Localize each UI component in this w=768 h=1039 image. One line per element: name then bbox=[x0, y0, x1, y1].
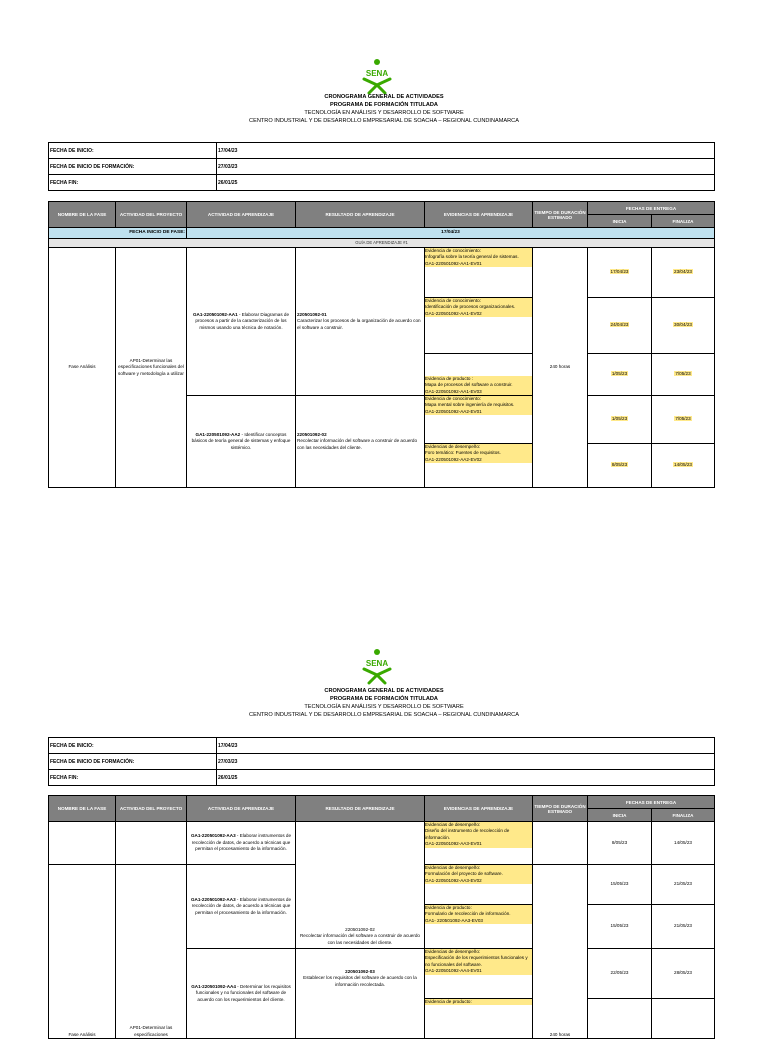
header-fase: NOMBRE DE LA FASE bbox=[49, 202, 116, 228]
evidencia-desc: Formulación del proyecto de software. bbox=[425, 871, 532, 877]
fecha-inicia bbox=[588, 354, 652, 396]
fecha-inicia-value: 8/05/23 bbox=[611, 462, 628, 468]
aa-code: GA1-220501092-AA2 bbox=[195, 431, 241, 437]
fecha-finaliza bbox=[652, 999, 715, 1039]
evidencia-desc: Identificación de procesos organizacionales. bbox=[425, 304, 532, 310]
document-header bbox=[0, 93, 768, 125]
fecha-finaliza-value: 14/05/23 bbox=[674, 462, 692, 468]
header-evidencias: EVIDENCIAS DE APRENDIZAJE bbox=[425, 202, 533, 228]
info-label: FECHA DE INICIO: bbox=[49, 143, 217, 159]
info-label: FECHA DE INICIO DE FORMACIÓN: bbox=[49, 159, 217, 175]
header-tiempo: TIEMPO DE DURACIÓN ESTIMADO bbox=[533, 202, 588, 228]
schedule-table bbox=[48, 201, 715, 488]
fase-start-label: FECHA INICIO DE FASE: bbox=[49, 228, 187, 239]
info-table bbox=[48, 737, 715, 786]
resultado-aprendizaje bbox=[296, 396, 425, 488]
evidencia-type: Evidencias de desempeño: bbox=[425, 949, 532, 955]
aa-code: GA1-220501092-AA4 bbox=[191, 983, 236, 989]
header-resultado: RESULTADO DE APRENDIZAJE bbox=[296, 796, 425, 822]
info-value: 17/04/23 bbox=[217, 738, 715, 754]
evidencia-type: Evidencia de conocimiento: bbox=[425, 248, 532, 254]
fecha-finaliza bbox=[652, 865, 715, 905]
guia-row bbox=[49, 239, 715, 248]
fecha-inicia bbox=[588, 999, 652, 1039]
info-value: 17/04/23 bbox=[217, 143, 715, 159]
table-row bbox=[49, 248, 715, 298]
evidencia-code: GA1-220501092-AA2-EV01 bbox=[425, 409, 532, 415]
tiempo-duracion: 240 horas bbox=[533, 248, 588, 488]
fase-name: Fase Análisis bbox=[49, 865, 116, 1039]
actividad-aprendizaje bbox=[187, 248, 296, 396]
document-header bbox=[0, 687, 768, 719]
tiempo-duracion: 240 horas bbox=[533, 865, 588, 1039]
header-actividad-aprendizaje: ACTIVIDAD DE APRENDIZAJE bbox=[187, 796, 296, 822]
table-header-row bbox=[49, 202, 715, 215]
info-value: 27/03/23 bbox=[217, 159, 715, 175]
fecha-finaliza-value: 21/05/23 bbox=[674, 923, 692, 929]
fecha-inicia-value: 22/05/23 bbox=[610, 970, 629, 976]
header-finaliza: FINALIZA bbox=[652, 215, 715, 228]
info-value: 27/03/23 bbox=[217, 754, 715, 770]
resultado-text: Establecer los requisitos del software de acuerdo con la información recolectada. bbox=[303, 975, 417, 987]
fecha-finaliza bbox=[652, 298, 715, 354]
evidencia-desc: Formulario de recolección de información. bbox=[425, 911, 532, 917]
fecha-inicia-value: 15/05/23 bbox=[610, 923, 629, 929]
aa-text: - Determinar los requisitos funcionales y no funcionales del software de acuerdo con los requerimientos del cliente. bbox=[195, 983, 291, 1002]
table-header-row bbox=[49, 796, 715, 809]
evidencia-code: GA1-220501092-AA1-EV02 bbox=[425, 311, 532, 317]
fecha-finaliza bbox=[652, 905, 715, 949]
document-page-2 bbox=[0, 594, 768, 1037]
evidencia-cell bbox=[425, 905, 533, 949]
info-label: FECHA FIN: bbox=[49, 770, 217, 786]
guia-label: GUÍA DE APRENDIZAJE #1 bbox=[49, 239, 715, 248]
svg-text:SENA: SENA bbox=[365, 69, 389, 78]
actividad-proyecto: AP01-Determinar las especificaciones funcionales del software y metodología a utilizar bbox=[116, 248, 187, 488]
resultado-text: Recolectar información del software a construir de acuerdo con las necesidades del cliente. bbox=[299, 933, 420, 945]
evidencia-code: GA1-220501092-AA2-EV02 bbox=[425, 457, 532, 463]
fase-start-row bbox=[49, 228, 715, 239]
sena-logo bbox=[356, 58, 398, 94]
aa-text: - Elaborar instrumentos de recolección de datos, de acuerdo a técnicas que permitan el procesamiento de la información. bbox=[191, 833, 292, 852]
header-actividad-aprendizaje: ACTIVIDAD DE APRENDIZAJE bbox=[187, 202, 296, 228]
header-line-4: CENTRO INDUSTRIAL Y DE DESARROLLO EMPRESARIAL DE SOACHA – REGIONAL CUNDINAMARCA bbox=[249, 118, 519, 124]
info-table bbox=[48, 142, 715, 191]
fecha-finaliza-value: 21/05/23 bbox=[674, 881, 692, 887]
fecha-inicia-value: 15/05/23 bbox=[610, 881, 629, 887]
fecha-inicia bbox=[588, 298, 652, 354]
info-row bbox=[49, 754, 715, 770]
actividad-aprendizaje bbox=[187, 949, 296, 1039]
evidencia-cell bbox=[425, 444, 533, 488]
fecha-finaliza-value: 14/05/23 bbox=[674, 839, 692, 845]
evidencia-code: GA1-220501092-AA1-EV03 bbox=[425, 389, 532, 395]
fecha-finaliza-value: 23/04/23 bbox=[674, 269, 692, 275]
actividad-proyecto-empty bbox=[116, 822, 187, 865]
resultado-aprendizaje bbox=[296, 949, 425, 1039]
info-label: FECHA DE INICIO DE FORMACIÓN: bbox=[49, 754, 217, 770]
evidencia-desc: Mapa mental sobre ingeniería de requisitos. bbox=[425, 402, 532, 408]
info-row bbox=[49, 770, 715, 786]
header-fechas: FECHAS DE ENTREGA bbox=[588, 202, 715, 215]
header-line-1: CRONOGRAMA GENERAL DE ACTIVIDADES bbox=[324, 688, 444, 694]
header-evidencias: EVIDENCIAS DE APRENDIZAJE bbox=[425, 796, 533, 822]
actividad-aprendizaje bbox=[187, 822, 296, 865]
sena-logo bbox=[356, 648, 398, 684]
evidencia-desc: Especificación de los requerimientos funcionales y no funcionales del software. bbox=[425, 955, 532, 968]
evidencia-type: Evidencias de desempeño: bbox=[425, 444, 532, 450]
fecha-finaliza bbox=[652, 949, 715, 999]
aa-code: GA1-220501092-AA1 bbox=[192, 311, 238, 317]
evidencia-cell bbox=[425, 999, 533, 1039]
info-row bbox=[49, 175, 715, 191]
fecha-inicia bbox=[588, 949, 652, 999]
evidencia-desc: Diseño del instrumento de recolección de información. bbox=[425, 828, 532, 841]
fase-name-empty bbox=[49, 822, 116, 865]
schedule-table bbox=[48, 795, 715, 1039]
svg-text:SENA: SENA bbox=[365, 659, 389, 668]
evidencia-cell bbox=[425, 822, 533, 865]
evidencia-code: GA1- 220501092-AA3-EV03 bbox=[425, 918, 532, 924]
info-value: 26/01/25 bbox=[217, 770, 715, 786]
fecha-finaliza bbox=[652, 444, 715, 488]
info-row bbox=[49, 143, 715, 159]
evidencia-desc: Mapa de procesos del software a construir. bbox=[425, 382, 532, 388]
evidencia-cell bbox=[425, 298, 533, 354]
fecha-inicia-value: 1/05/23 bbox=[611, 371, 628, 377]
resultado-text: Recolectar información del software a construir de acuerdo con las necesidades del cliente. bbox=[297, 438, 418, 450]
resultado-aprendizaje bbox=[296, 248, 425, 396]
evidencia-desc: Infografía sobre la teoría general de sistemas. bbox=[425, 254, 532, 260]
header-line-3: TECNOLOGÍA EN ANÁLISIS Y DESARROLLO DE SOFTWARE bbox=[304, 704, 464, 710]
info-value: 26/01/25 bbox=[217, 175, 715, 191]
info-row bbox=[49, 738, 715, 754]
fecha-inicia bbox=[588, 905, 652, 949]
evidencia-type: Evidencia de producto: bbox=[425, 999, 532, 1005]
fecha-finaliza bbox=[652, 248, 715, 298]
header-fase: NOMBRE DE LA FASE bbox=[49, 796, 116, 822]
header-line-2: PROGRAMA DE FORMACIÓN TITULADA bbox=[330, 102, 438, 108]
fecha-inicia bbox=[588, 444, 652, 488]
resultado-text: Caracterizar los procesos de la organización de acuerdo con el software a construir. bbox=[297, 318, 421, 330]
header-actividad-proyecto: ACTIVIDAD DEL PROYECTO bbox=[116, 202, 187, 228]
header-line-3: TECNOLOGÍA EN ANÁLISIS Y DESARROLLO DE SOFTWARE bbox=[304, 110, 464, 116]
evidencia-cell bbox=[425, 949, 533, 999]
fecha-finaliza-value: 30/04/23 bbox=[674, 322, 692, 328]
info-label: FECHA FIN: bbox=[49, 175, 217, 191]
fecha-finaliza bbox=[652, 354, 715, 396]
header-finaliza: FINALIZA bbox=[652, 809, 715, 822]
fecha-inicia bbox=[588, 822, 652, 865]
header-line-1: CRONOGRAMA GENERAL DE ACTIVIDADES bbox=[324, 94, 444, 100]
fecha-finaliza-value: 7/05/23 bbox=[675, 416, 691, 422]
resultado-aprendizaje bbox=[296, 822, 425, 949]
header-resultado: RESULTADO DE APRENDIZAJE bbox=[296, 202, 425, 228]
resultado-code: 220501092-01 bbox=[297, 311, 327, 317]
evidencia-desc: Foro temático: Fuentes de requisitos. bbox=[425, 450, 532, 456]
evidencia-type: Evidencia de conocimiento: bbox=[425, 298, 532, 304]
fecha-finaliza-value: 28/05/23 bbox=[674, 970, 692, 976]
tiempo-empty bbox=[533, 822, 588, 865]
header-fechas: FECHAS DE ENTREGA bbox=[588, 796, 715, 809]
fecha-inicia-value: 1/05/23 bbox=[611, 416, 628, 422]
resultado-code: 220501092-03 bbox=[345, 969, 375, 974]
actividad-aprendizaje bbox=[187, 396, 296, 488]
aa-text: - Elaborar instrumentos de recolección de datos, de acuerdo a técnicas que permitan el procesamiento de la información. bbox=[191, 896, 292, 915]
aa-text: - Elaborar Diagramas de procesos a partir de la caracterización de los mismos usando una técnica de notación. bbox=[195, 311, 290, 330]
evidencia-cell bbox=[425, 865, 533, 905]
header-tiempo: TIEMPO DE DURACIÓN ESTIMADO bbox=[533, 796, 588, 822]
fecha-inicia bbox=[588, 396, 652, 444]
fase-start-value: 17/04/23 bbox=[187, 228, 715, 239]
resultado-code: 220501092-02 bbox=[297, 431, 327, 437]
evidencia-type: Evidencia de producto: bbox=[425, 905, 532, 911]
evidencia-code: GA1-220501092-AA3-EV01 bbox=[425, 841, 532, 847]
evidencia-code: GA1-220501092-AA1-EV01 bbox=[425, 261, 532, 267]
fecha-finaliza bbox=[652, 822, 715, 865]
fecha-inicia-value: 17/04/23 bbox=[610, 269, 629, 275]
aa-code: GA1-220501092-AA3 bbox=[190, 833, 236, 839]
aa-code: GA1-220501092-AA3 bbox=[190, 896, 236, 902]
fecha-inicia bbox=[588, 248, 652, 298]
evidencia-cell bbox=[425, 396, 533, 444]
sena-logo-icon bbox=[356, 58, 398, 94]
fecha-inicia-value: 8/05/23 bbox=[611, 839, 628, 845]
header-inicia: INICIA bbox=[588, 215, 652, 228]
header-actividad-proyecto: ACTIVIDAD DEL PROYECTO bbox=[116, 796, 187, 822]
fecha-finaliza-value: 7/05/23 bbox=[675, 371, 691, 377]
actividad-proyecto: AP01-Determinar las especificaciones bbox=[116, 865, 187, 1039]
header-line-2: PROGRAMA DE FORMACIÓN TITULADA bbox=[330, 696, 438, 702]
fecha-finaliza bbox=[652, 396, 715, 444]
fecha-inicia-value: 24/04/23 bbox=[610, 322, 629, 328]
evidencia-type: Evidencias de desempeño: bbox=[425, 822, 532, 828]
evidencia-cell bbox=[425, 248, 533, 298]
info-label: FECHA DE INICIO: bbox=[49, 738, 217, 754]
fase-name: Fase Análisis bbox=[49, 248, 116, 488]
table-row bbox=[49, 822, 715, 865]
info-row bbox=[49, 159, 715, 175]
evidencia-code: GA1-220501092-AA4-EV01 bbox=[425, 968, 532, 974]
evidencia-type: Evidencia de producto : bbox=[425, 376, 532, 382]
resultado-code: 220501092-02 bbox=[345, 926, 375, 932]
aa-text: - Identificar conceptos básicos de teoría general de sistemas y enfoque sistémico. bbox=[191, 431, 291, 450]
header-line-4: CENTRO INDUSTRIAL Y DE DESARROLLO EMPRESARIAL DE SOACHA – REGIONAL CUNDINAMARCA bbox=[249, 712, 519, 718]
evidencia-type: Evidencia de conocimiento: bbox=[425, 396, 532, 402]
evidencia-type: Evidencias de desempeño: bbox=[425, 865, 532, 871]
actividad-aprendizaje bbox=[187, 865, 296, 949]
evidencia-cell bbox=[425, 354, 533, 396]
evidencia-code: GA1-220501092-AA3-EV02 bbox=[425, 878, 532, 884]
fecha-inicia bbox=[588, 865, 652, 905]
sena-logo-icon bbox=[356, 648, 398, 684]
header-inicia: INICIA bbox=[588, 809, 652, 822]
